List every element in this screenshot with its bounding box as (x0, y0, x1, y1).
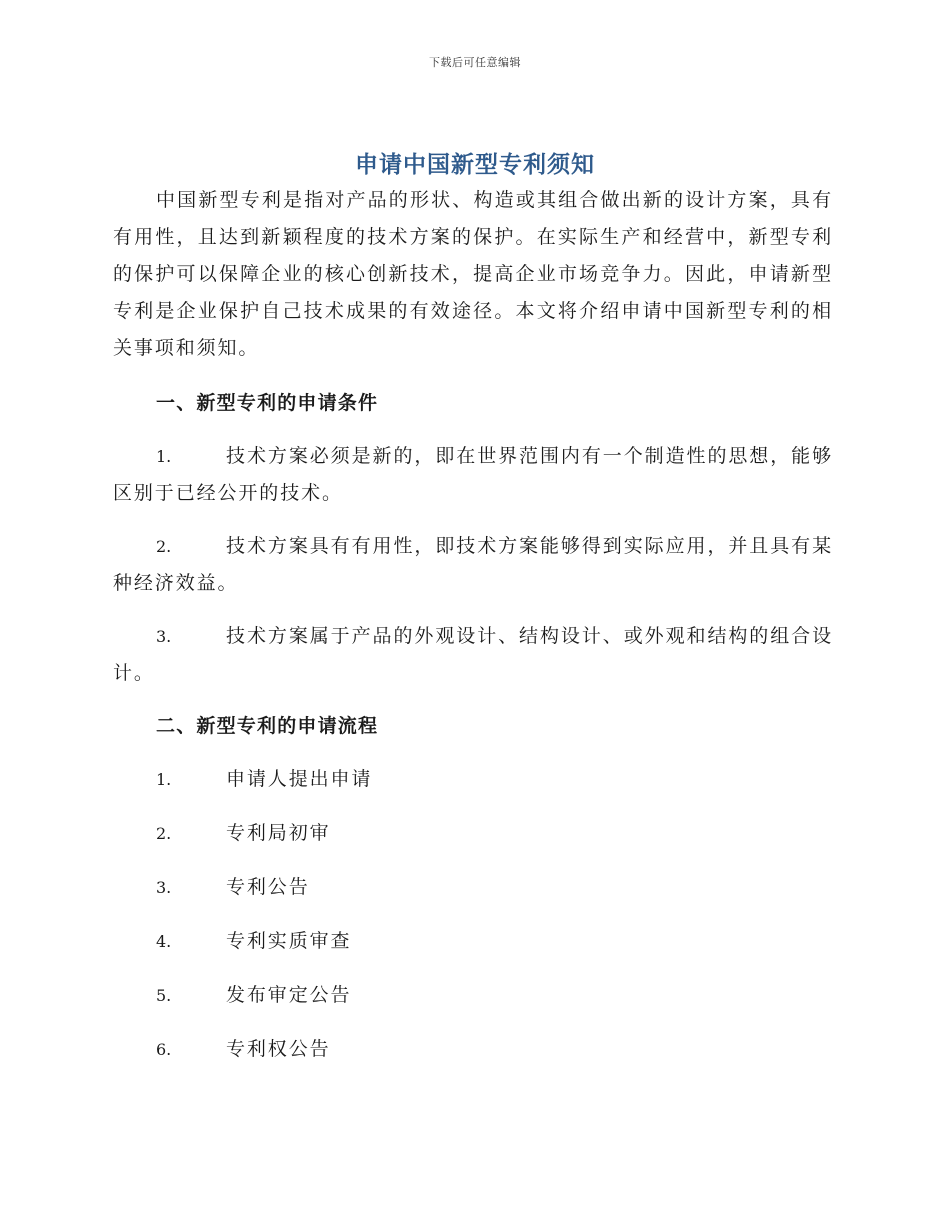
step-number: 1. (156, 770, 172, 789)
process-list (113, 761, 833, 1068)
process-step (113, 1031, 833, 1068)
step-text: 发布审定公告 (226, 984, 352, 1006)
condition-item (113, 438, 833, 512)
process-step (113, 977, 833, 1014)
item-text: 技术方案必须是新的，即在世界范围内有一个制造性的思想，能够区别于已经公开的技术。 (113, 445, 833, 504)
item-number: 1. (156, 447, 172, 466)
process-step (113, 815, 833, 852)
document-body (113, 182, 833, 1068)
process-step (113, 923, 833, 960)
header-note: 下载后可任意编辑 (429, 56, 521, 69)
item-number: 2. (156, 537, 172, 556)
step-text: 申请人提出申请 (226, 768, 373, 790)
step-text: 专利权公告 (226, 1038, 331, 1060)
section-heading-process: 二、新型专利的申请流程 (156, 715, 379, 737)
item-text: 技术方案具有有用性，即技术方案能够得到实际应用，并且具有某种经济效益。 (113, 535, 833, 594)
process-step (113, 869, 833, 906)
step-number: 4. (156, 932, 172, 951)
step-text: 专利公告 (226, 876, 310, 898)
intro-paragraph: 中国新型专利是指对产品的形状、构造或其组合做出新的设计方案，具有有用性，且达到新颖程度的技术方案的保护。在实际生产和经营中，新型专利的保护可以保障企业的核心创新技术，提高企业市场竞争力。因此，申请新型专利是企业保护自己技术成果的有效途径。本文将介绍申请中国新型专利的相关事项和须知。 (113, 189, 833, 359)
step-number: 2. (156, 824, 172, 843)
step-number: 5. (156, 986, 172, 1005)
item-text: 技术方案属于产品的外观设计、结构设计、或外观和结构的组合设计。 (113, 625, 833, 684)
page-title: 申请中国新型专利须知 (355, 152, 595, 178)
condition-item (113, 528, 833, 602)
step-text: 专利局初审 (226, 822, 331, 844)
condition-item (113, 618, 833, 692)
step-text: 专利实质审查 (226, 930, 352, 952)
step-number: 6. (156, 1040, 172, 1059)
item-number: 3. (156, 627, 172, 646)
process-step (113, 761, 833, 798)
step-number: 3. (156, 878, 172, 897)
section-heading-conditions: 一、新型专利的申请条件 (156, 392, 379, 414)
